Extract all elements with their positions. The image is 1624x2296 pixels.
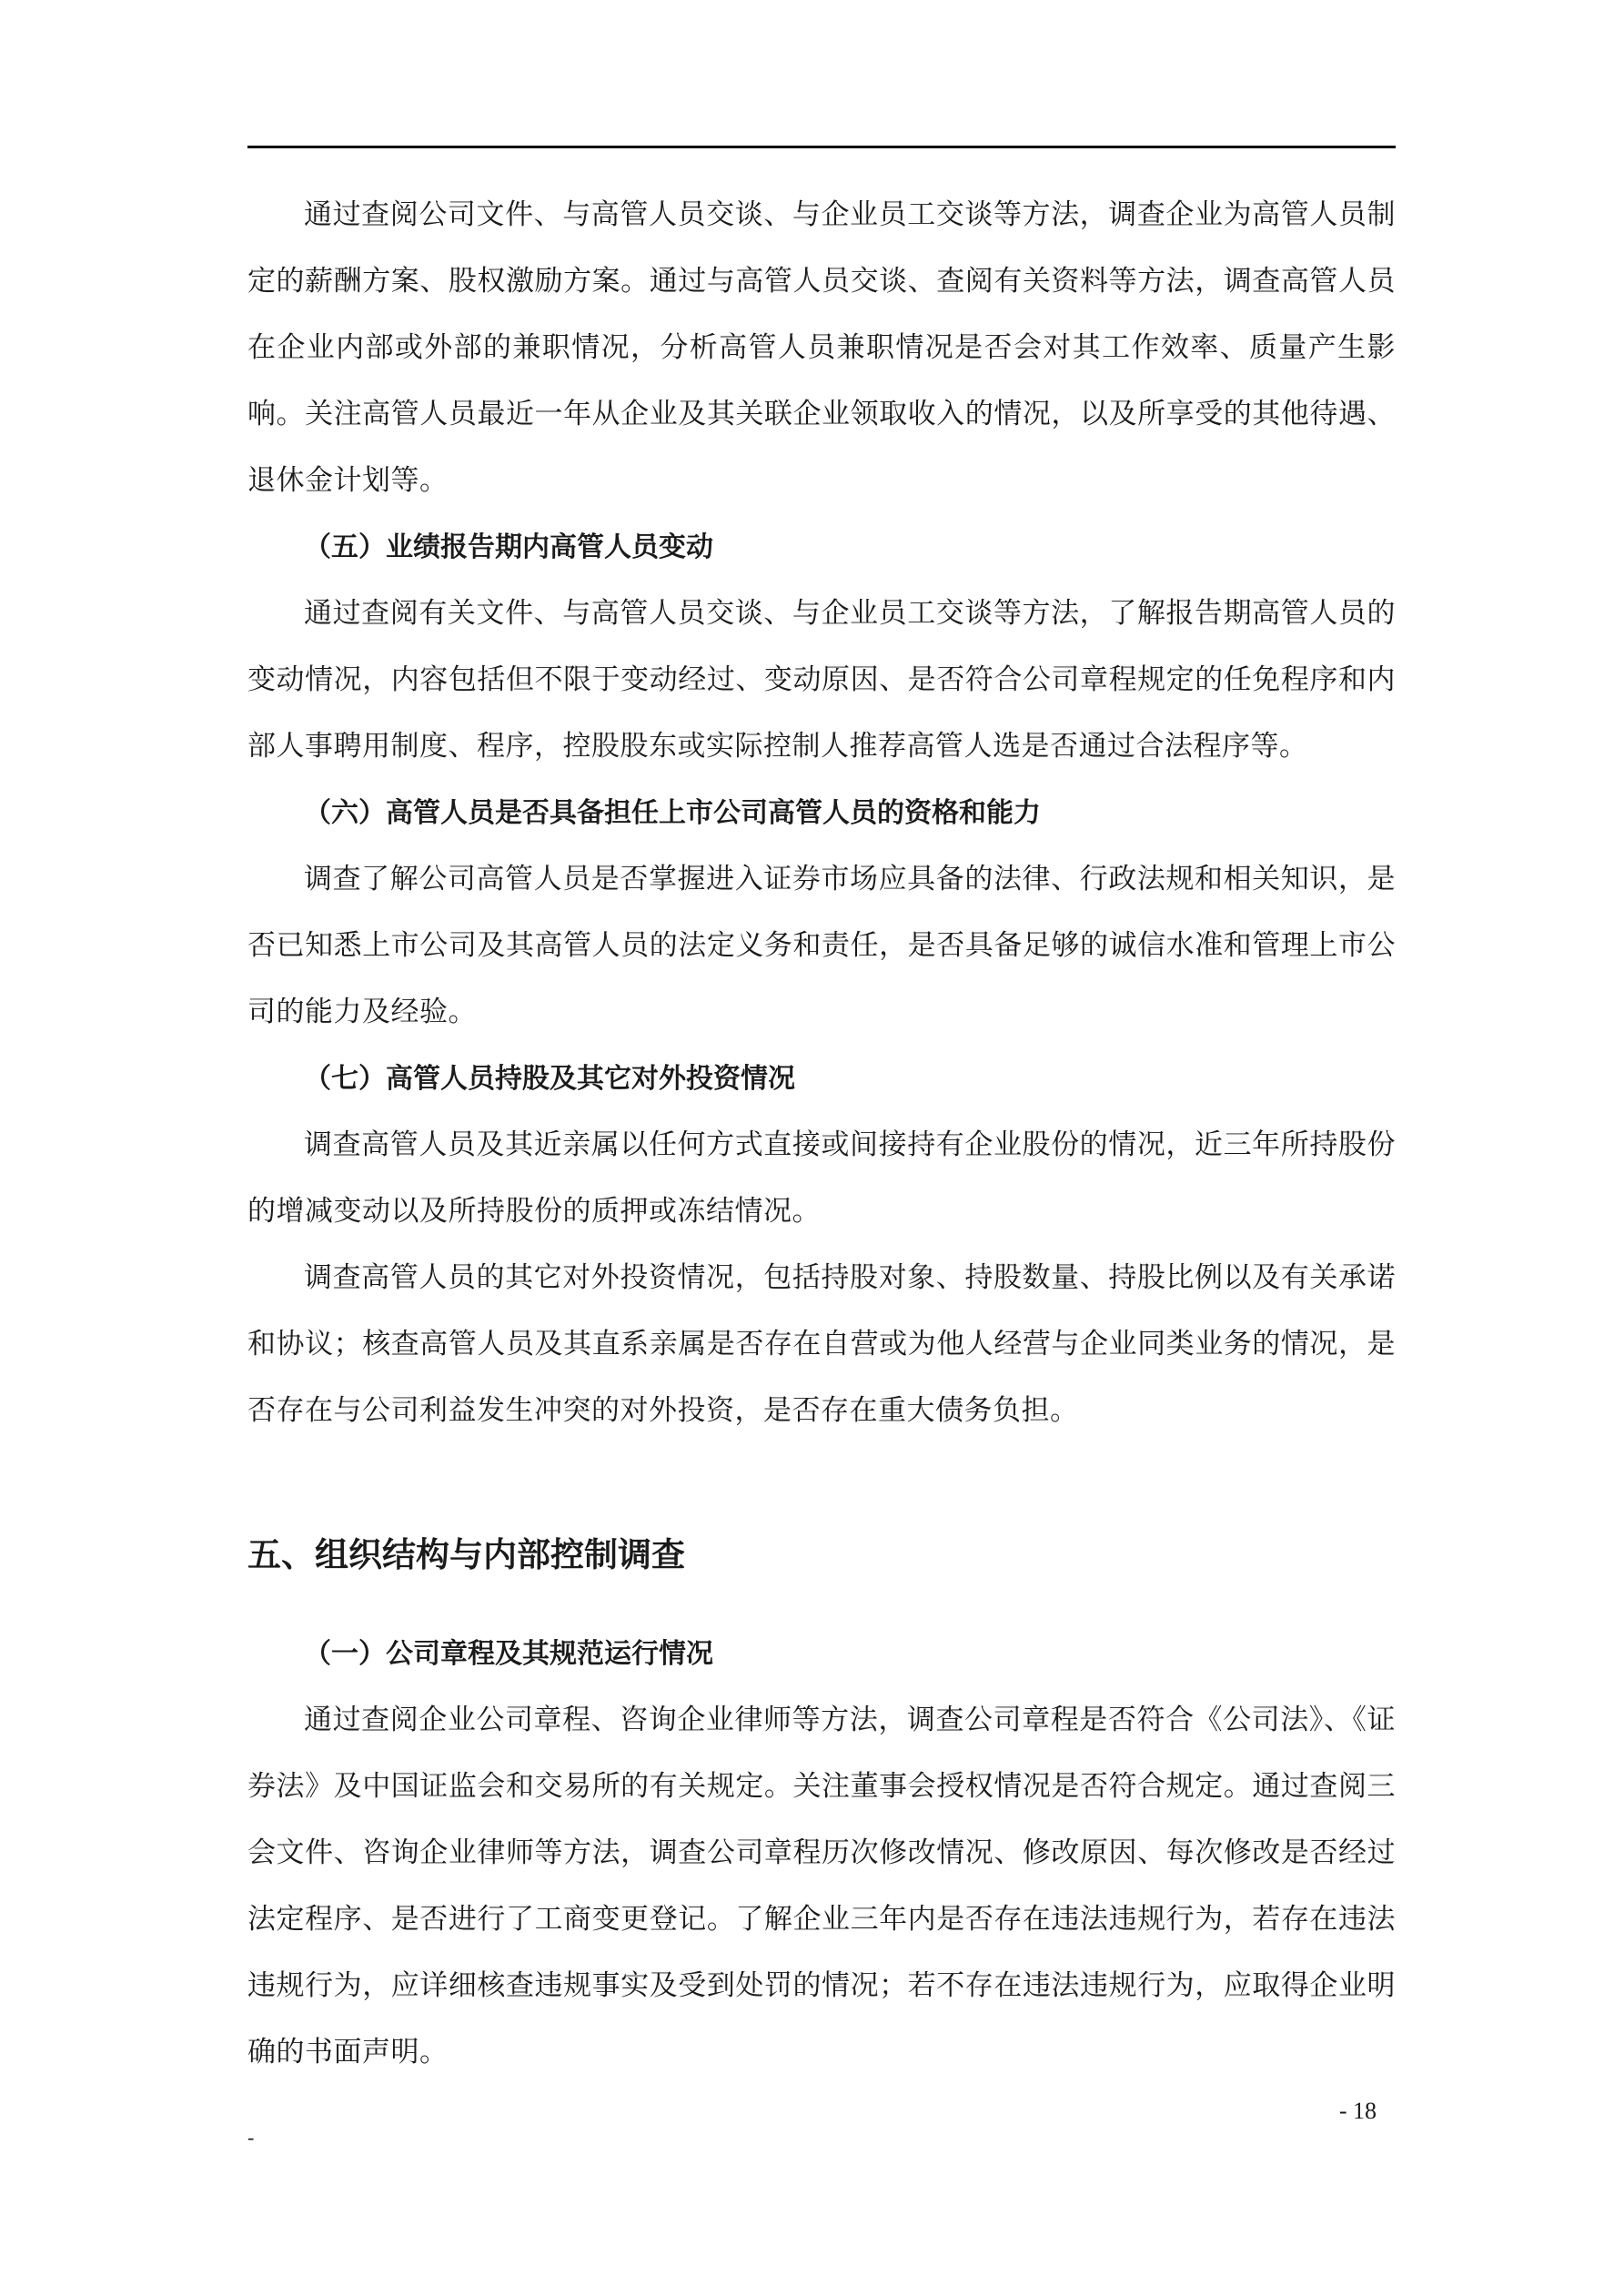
footer-dash: - (247, 2126, 255, 2149)
spacer (247, 1444, 1396, 1528)
subheading-5: （五）业绩报告期内高管人员变动 (304, 531, 713, 563)
header-rule (247, 146, 1396, 148)
paragraph-qualification: 调查了解公司高管人员是否掌握进入证券市场应具备的法律、行政法规和相关知识，是否已知悉上市公司及其高管人员的法定义务和责任，是否具备足够的诚信水准和管理上市公司的能力及经验。 (247, 863, 1396, 1028)
spacer (247, 1583, 1396, 1621)
paragraph-personnel-changes: 通过查阅有关文件、与高管人员交谈、与企业员工交谈等方法，了解报告期高管人员的变动情况，内容包括但不限于变动经过、变动原因、是否符合公司章程规定的任免程序和内部人事聘用制度、程序，控股股东或实际控制人推荐高管人选是否通过合法程序等。 (247, 597, 1396, 763)
paragraph-articles-of-association: 通过查阅企业公司章程、咨询企业律师等方法，调查公司章程是否符合《公司法》、《证券法》及中国证监会和交易所的有关规定。关注董事会授权情况是否符合规定。通过查阅三会文件、咨询企业律师等方法，调查公司章程历次修改情况、修改原因、每次修改是否经过法定程序、是否进行了工商变更登记。了解企业三年内是否存在违法违规行为，若存在违法违规行为，应详细核查违规事实及受到处罚的情况；若不存在违法违规行为，应取得企业明确的书面声明。 (247, 1704, 1396, 2068)
paragraph-shareholding: 调查高管人员及其近亲属以任何方式直接或间接持有企业股份的情况，近三年所持股份的增减变动以及所持股份的质押或冻结情况。 (247, 1128, 1396, 1228)
paragraph-compensation: 通过查阅公司文件、与高管人员交谈、与企业员工交谈等方法，调查企业为高管人员制定的薪酬方案、股权激励方案。通过与高管人员交谈、查阅有关资料等方法，调查高管人员在企业内部或外部的兼职情况，分析高管人员兼职情况是否会对其工作效率、质量产生影响。关注高管人员最近一年从企业及其关联企业领取收入的情况，以及所享受的其他待遇、退休金计划等。 (247, 198, 1396, 497)
subheading-6: （六）高管人员是否具备担任上市公司高管人员的资格和能力 (304, 797, 1041, 829)
subheading-7: （七）高管人员持股及其它对外投资情况 (304, 1063, 795, 1095)
subheading-1: （一）公司章程及其规范运行情况 (304, 1638, 713, 1670)
paragraph-external-investment: 调查高管人员的其它对外投资情况，包括持股对象、持股数量、持股比例以及有关承诺和协议；核查高管人员及其直系亲属是否存在自营或为他人经营与企业同类业务的情况，是否存在与公司利益发生冲突的对外投资，是否存在重大债务负担。 (247, 1261, 1396, 1427)
section-title: 五、组织结构与内部控制调查 (247, 1535, 685, 1574)
page-body (247, 182, 1396, 2086)
page-number: - 18 (1338, 2098, 1377, 2124)
